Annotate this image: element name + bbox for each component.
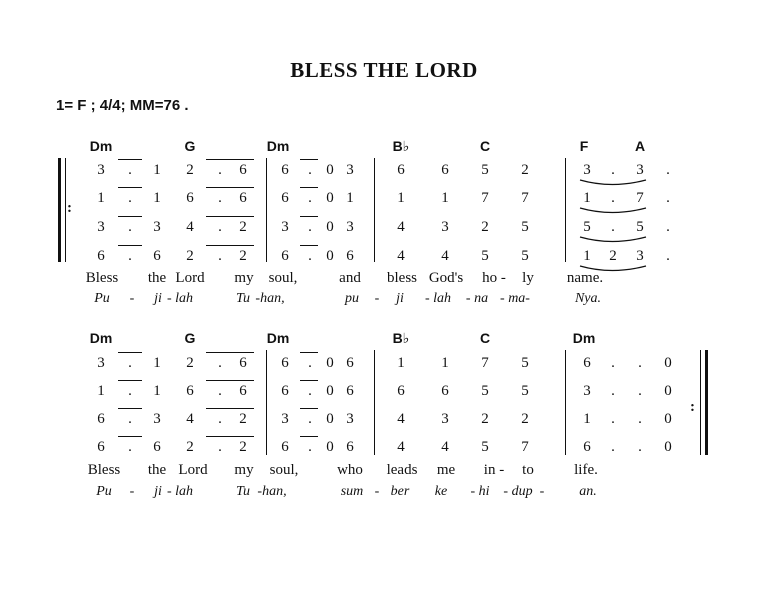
beat-line <box>206 380 254 381</box>
note-numeral: 5 <box>521 355 529 371</box>
note-numeral: 6 <box>239 355 247 371</box>
barline <box>374 350 375 455</box>
note-numeral: . <box>308 355 312 371</box>
lyric-english: in - <box>483 462 505 478</box>
note-numeral: . <box>128 248 132 264</box>
note-numeral: . <box>218 190 222 206</box>
note-numeral: 6 <box>346 355 354 371</box>
note-numeral: 1 <box>153 383 161 399</box>
chord-symbol: B♭ <box>392 138 410 154</box>
note-numeral: 5 <box>583 219 591 235</box>
note-numeral: . <box>638 383 642 399</box>
note-numeral: 6 <box>441 383 449 399</box>
note-numeral: . <box>218 383 222 399</box>
note-numeral: 0 <box>326 439 334 455</box>
note-numeral: 2 <box>239 439 247 455</box>
note-numeral: 0 <box>664 439 672 455</box>
note-numeral: 3 <box>153 411 161 427</box>
note-numeral: 1 <box>583 411 591 427</box>
repeat-end-barline <box>705 350 708 455</box>
note-numeral: 7 <box>481 190 489 206</box>
note-numeral: . <box>611 411 615 427</box>
note-numeral: . <box>218 162 222 178</box>
note-numeral: . <box>308 219 312 235</box>
note-numeral: . <box>666 248 670 264</box>
beat-line <box>206 352 254 353</box>
chord-symbol: Dm <box>89 330 113 346</box>
chord-symbol: G <box>184 330 196 346</box>
lyric-indonesian: - hi <box>470 484 490 499</box>
note-numeral: . <box>218 411 222 427</box>
note-numeral: 2 <box>481 219 489 235</box>
lyric-indonesian: Tu <box>235 484 251 499</box>
chord-symbol: Dm <box>89 138 113 154</box>
lyric-english: to <box>522 462 534 478</box>
note-numeral: 4 <box>397 219 405 235</box>
note-numeral: 0 <box>664 411 672 427</box>
note-numeral: 4 <box>186 219 194 235</box>
lyric-indonesian: - <box>129 484 135 499</box>
beat-line <box>300 352 318 353</box>
note-numeral: 7 <box>481 355 489 371</box>
beat-line <box>206 408 254 409</box>
lyric-english: name. <box>566 270 604 286</box>
note-numeral: . <box>611 162 615 178</box>
note-numeral: 7 <box>521 190 529 206</box>
note-numeral: 1 <box>441 355 449 371</box>
lyric-indonesian: - <box>374 484 380 499</box>
beat-line <box>118 436 142 437</box>
lyric-indonesian: -han, <box>257 484 287 499</box>
note-numeral: 6 <box>239 162 247 178</box>
note-numeral: 1 <box>153 190 161 206</box>
note-numeral: . <box>308 190 312 206</box>
note-numeral: 4 <box>441 248 449 264</box>
chord-symbol: Dm <box>266 330 290 346</box>
note-numeral: 6 <box>186 383 194 399</box>
note-numeral: 6 <box>281 162 289 178</box>
note-numeral: . <box>666 162 670 178</box>
lyric-indonesian: sum <box>340 484 364 499</box>
note-numeral: 6 <box>397 383 405 399</box>
note-numeral: 0 <box>664 383 672 399</box>
note-numeral: 3 <box>441 411 449 427</box>
note-numeral: 2 <box>609 248 617 264</box>
note-numeral: 7 <box>636 190 644 206</box>
lyric-english: and <box>339 270 361 286</box>
note-numeral: 2 <box>521 411 529 427</box>
lyric-indonesian: - lah <box>424 291 452 306</box>
lyric-english: Bless <box>87 462 121 478</box>
note-numeral: 2 <box>186 162 194 178</box>
lyric-english: ly <box>522 270 534 286</box>
note-numeral: 3 <box>583 162 591 178</box>
repeat-dots: : <box>67 200 72 216</box>
note-numeral: 3 <box>346 162 354 178</box>
note-numeral: 1 <box>153 162 161 178</box>
song-title: BLESS THE LORD <box>290 58 478 82</box>
note-numeral: 6 <box>281 248 289 264</box>
note-numeral: . <box>611 190 615 206</box>
note-numeral: 4 <box>186 411 194 427</box>
note-numeral: 0 <box>664 355 672 371</box>
lyric-indonesian: - <box>129 291 135 306</box>
note-numeral: 2 <box>521 162 529 178</box>
lyric-english: ho - <box>482 270 506 286</box>
note-numeral: 6 <box>346 439 354 455</box>
chord-symbol: G <box>184 138 196 154</box>
note-numeral: 3 <box>281 219 289 235</box>
lyric-indonesian: - lah <box>166 291 194 306</box>
lyric-indonesian: - lah <box>166 484 194 499</box>
note-numeral: 1 <box>97 190 105 206</box>
lyric-english: God's <box>428 270 464 286</box>
note-numeral: . <box>128 383 132 399</box>
barline <box>266 350 267 455</box>
note-numeral: 5 <box>481 439 489 455</box>
lyric-indonesian: - <box>539 484 545 499</box>
lyric-indonesian: ji <box>396 291 404 306</box>
lyric-indonesian: Tu <box>235 291 251 306</box>
note-numeral: 6 <box>397 162 405 178</box>
note-numeral: 2 <box>481 411 489 427</box>
lyric-english: the <box>147 462 167 478</box>
note-numeral: 6 <box>97 411 105 427</box>
note-numeral: . <box>611 355 615 371</box>
chord-symbol: B♭ <box>392 330 410 346</box>
lyric-indonesian: ji <box>154 484 162 499</box>
note-numeral: 5 <box>521 248 529 264</box>
note-numeral: 3 <box>97 162 105 178</box>
note-numeral: 1 <box>346 190 354 206</box>
lyric-english: soul, <box>269 462 299 478</box>
note-numeral: . <box>666 219 670 235</box>
note-numeral: 3 <box>636 162 644 178</box>
note-numeral: 3 <box>281 411 289 427</box>
note-numeral: 6 <box>441 162 449 178</box>
note-numeral: . <box>128 162 132 178</box>
note-numeral: 3 <box>583 383 591 399</box>
note-numeral: 0 <box>326 355 334 371</box>
repeat-end-thin-line <box>700 350 701 455</box>
note-numeral: 3 <box>441 219 449 235</box>
note-numeral: 7 <box>521 439 529 455</box>
note-numeral: 6 <box>239 190 247 206</box>
beat-line <box>118 408 142 409</box>
note-numeral: . <box>128 219 132 235</box>
note-numeral: 4 <box>397 439 405 455</box>
note-numeral: 2 <box>239 219 247 235</box>
note-numeral: 1 <box>583 190 591 206</box>
note-numeral: 1 <box>397 355 405 371</box>
note-numeral: . <box>218 219 222 235</box>
note-numeral: 6 <box>281 439 289 455</box>
note-numeral: 6 <box>153 439 161 455</box>
note-numeral: 0 <box>326 383 334 399</box>
lyric-indonesian: - na <box>465 291 489 306</box>
lyric-english: who <box>337 462 363 478</box>
lyric-english: Lord <box>178 462 208 478</box>
note-numeral: 0 <box>326 411 334 427</box>
note-numeral: . <box>218 248 222 264</box>
note-numeral: 6 <box>281 355 289 371</box>
lyric-english: leads <box>386 462 418 478</box>
note-numeral: 6 <box>346 383 354 399</box>
lyric-english: life. <box>574 462 598 478</box>
note-numeral: . <box>128 355 132 371</box>
note-numeral: 0 <box>326 248 334 264</box>
note-numeral: 1 <box>583 248 591 264</box>
note-numeral: 3 <box>636 248 644 264</box>
note-numeral: 6 <box>186 190 194 206</box>
lyric-english: the <box>147 270 167 286</box>
note-numeral: 4 <box>441 439 449 455</box>
note-numeral: . <box>666 190 670 206</box>
lyric-indonesian: ke <box>434 484 448 499</box>
lyric-indonesian: - ma- <box>500 291 530 306</box>
note-numeral: 5 <box>481 248 489 264</box>
note-numeral: 1 <box>397 190 405 206</box>
note-numeral: 6 <box>583 439 591 455</box>
note-numeral: . <box>611 219 615 235</box>
lyric-english: Lord <box>175 270 205 286</box>
note-numeral: . <box>128 439 132 455</box>
note-numeral: 0 <box>326 162 334 178</box>
lyric-indonesian: - <box>374 291 380 306</box>
lyric-english: me <box>436 462 456 478</box>
note-numeral: 6 <box>239 383 247 399</box>
chord-symbol: Dm <box>572 330 596 346</box>
note-numeral: 3 <box>97 219 105 235</box>
lyric-english: bless <box>387 270 417 286</box>
note-numeral: 6 <box>97 248 105 264</box>
barline <box>565 350 566 455</box>
note-numeral: 4 <box>397 248 405 264</box>
beat-line <box>206 436 254 437</box>
note-numeral: . <box>308 439 312 455</box>
beat-line <box>300 408 318 409</box>
beat-line <box>300 380 318 381</box>
note-numeral: 3 <box>346 411 354 427</box>
repeat-dots: : <box>690 399 695 415</box>
lyric-english: Bless <box>85 270 119 286</box>
note-numeral: 2 <box>239 411 247 427</box>
note-numeral: . <box>128 190 132 206</box>
note-numeral: . <box>128 411 132 427</box>
note-numeral: . <box>308 248 312 264</box>
note-numeral: 3 <box>346 219 354 235</box>
note-numeral: 1 <box>97 383 105 399</box>
note-numeral: . <box>308 383 312 399</box>
note-numeral: . <box>638 411 642 427</box>
note-numeral: . <box>218 439 222 455</box>
lyric-english: my <box>234 270 254 286</box>
note-numeral: 6 <box>97 439 105 455</box>
lyric-indonesian: - dup <box>503 484 533 499</box>
note-numeral: 2 <box>239 248 247 264</box>
lyric-indonesian: pu <box>345 291 359 306</box>
note-numeral: . <box>308 411 312 427</box>
note-numeral: . <box>638 439 642 455</box>
note-numeral: 6 <box>281 383 289 399</box>
lyric-indonesian: -han, <box>255 291 285 306</box>
note-numeral: 0 <box>326 219 334 235</box>
note-numeral: 6 <box>583 355 591 371</box>
note-numeral: 0 <box>326 190 334 206</box>
chord-symbol: C <box>479 330 491 346</box>
beat-line <box>118 352 142 353</box>
note-numeral: . <box>308 162 312 178</box>
lyric-english: my <box>234 462 254 478</box>
beat-line <box>300 436 318 437</box>
note-numeral: 5 <box>521 219 529 235</box>
note-numeral: 1 <box>153 355 161 371</box>
key-tempo-line: 1= F ; 4/4; MM=76 . <box>56 97 189 114</box>
note-numeral: 5 <box>481 383 489 399</box>
note-numeral: 2 <box>186 248 194 264</box>
note-numeral: 2 <box>186 355 194 371</box>
chord-symbol: A <box>634 138 646 154</box>
beat-line <box>118 380 142 381</box>
note-numeral: 3 <box>153 219 161 235</box>
note-numeral: 6 <box>281 190 289 206</box>
note-numeral: 1 <box>441 190 449 206</box>
note-numeral: 5 <box>521 383 529 399</box>
lyric-indonesian: Pu <box>96 484 112 499</box>
chord-symbol: C <box>479 138 491 154</box>
chord-symbol: Dm <box>266 138 290 154</box>
lyric-indonesian: an. <box>579 484 597 499</box>
chord-symbol: F <box>579 138 589 154</box>
note-numeral: 6 <box>153 248 161 264</box>
note-numeral: . <box>611 439 615 455</box>
note-numeral: 3 <box>97 355 105 371</box>
note-numeral: . <box>218 355 222 371</box>
lyric-indonesian: ji <box>154 291 162 306</box>
lyric-indonesian: ber <box>390 484 410 499</box>
lyric-english: soul, <box>268 270 298 286</box>
note-numeral: 4 <box>397 411 405 427</box>
note-numeral: . <box>611 383 615 399</box>
note-numeral: . <box>638 355 642 371</box>
lyric-indonesian: Nya. <box>574 291 602 306</box>
lyric-indonesian: Pu <box>94 291 110 306</box>
note-numeral: 5 <box>481 162 489 178</box>
note-numeral: 2 <box>186 439 194 455</box>
note-numeral: 5 <box>636 219 644 235</box>
note-numeral: 6 <box>346 248 354 264</box>
